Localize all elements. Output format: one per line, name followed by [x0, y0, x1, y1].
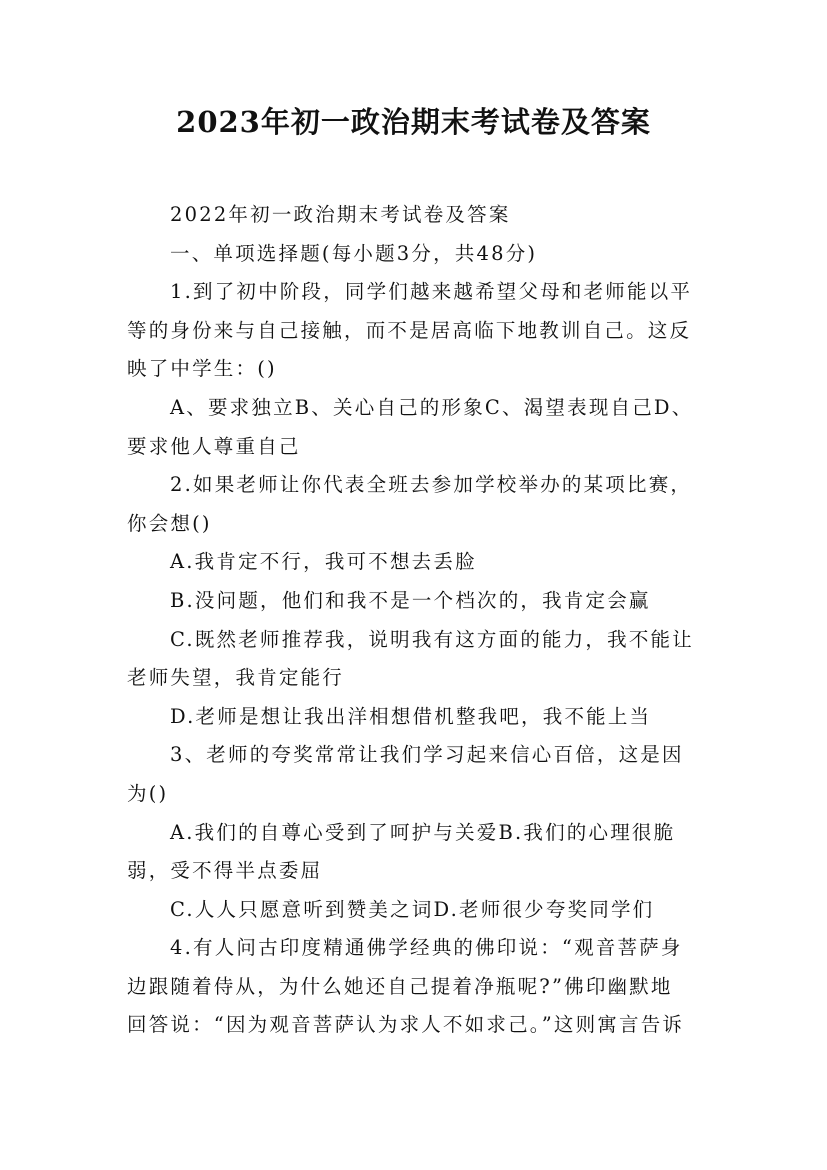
- text-line: 4.有人问古印度精通佛学经典的佛印说：“观音菩萨身: [170, 936, 683, 960]
- text-line: 你会想(): [127, 511, 212, 535]
- text-line: 一、单项选择题(每小题3分，共48分): [170, 241, 538, 265]
- text-line: 1.到了初中阶段，同学们越来越希望父母和老师能以平: [170, 280, 693, 304]
- text-line: A.我肯定不行，我可不想去丢脸: [170, 550, 477, 574]
- text-line: A、要求独立B、关心自己的形象C、渴望表现自己D、: [170, 395, 694, 419]
- text-line: 3、老师的夸奖常常让我们学习起来信心百倍，这是因: [170, 743, 684, 767]
- text-line: 为(): [127, 781, 169, 805]
- text-line: 老师失望，我肯定能行: [127, 666, 345, 690]
- text-line: 回答说：“因为观音菩萨认为求人不如求己。”这则寓言告诉: [127, 1013, 685, 1037]
- text-line: B.没问题，他们和我不是一个档次的，我肯定会赢: [170, 588, 651, 612]
- text-line: 2.如果老师让你代表全班去参加学校举办的某项比赛，: [170, 473, 693, 497]
- text-line: C.既然老师推荐我，说明我有这方面的能力，我不能让: [170, 627, 694, 651]
- document-body: [127, 196, 703, 1045]
- document-title: 2023年初一政治期末考试卷及答案: [176, 105, 651, 139]
- text-line: A.我们的自尊心受到了呵护与关爱B.我们的心理很脆: [170, 820, 676, 844]
- text-line: C.人人只愿意听到赞美之词D.老师很少夸奖同学们: [170, 897, 655, 921]
- text-line: 边跟随着侍从，为什么她还自己提着净瓶呢?”佛印幽默地: [127, 974, 673, 998]
- text-line: 2022年初一政治期末考试卷及答案: [170, 203, 511, 226]
- text-line: 弱，受不得半点委屈: [127, 859, 323, 883]
- text-line: 等的身份来与自己接触，而不是居高临下地教训自己。这反: [127, 318, 692, 342]
- text-line: 映了中学生：(): [127, 357, 277, 381]
- text-line: D.老师是想让我出洋相想借机整我吧，我不能上当: [170, 704, 652, 728]
- text-line: 要求他人尊重自己: [127, 434, 301, 458]
